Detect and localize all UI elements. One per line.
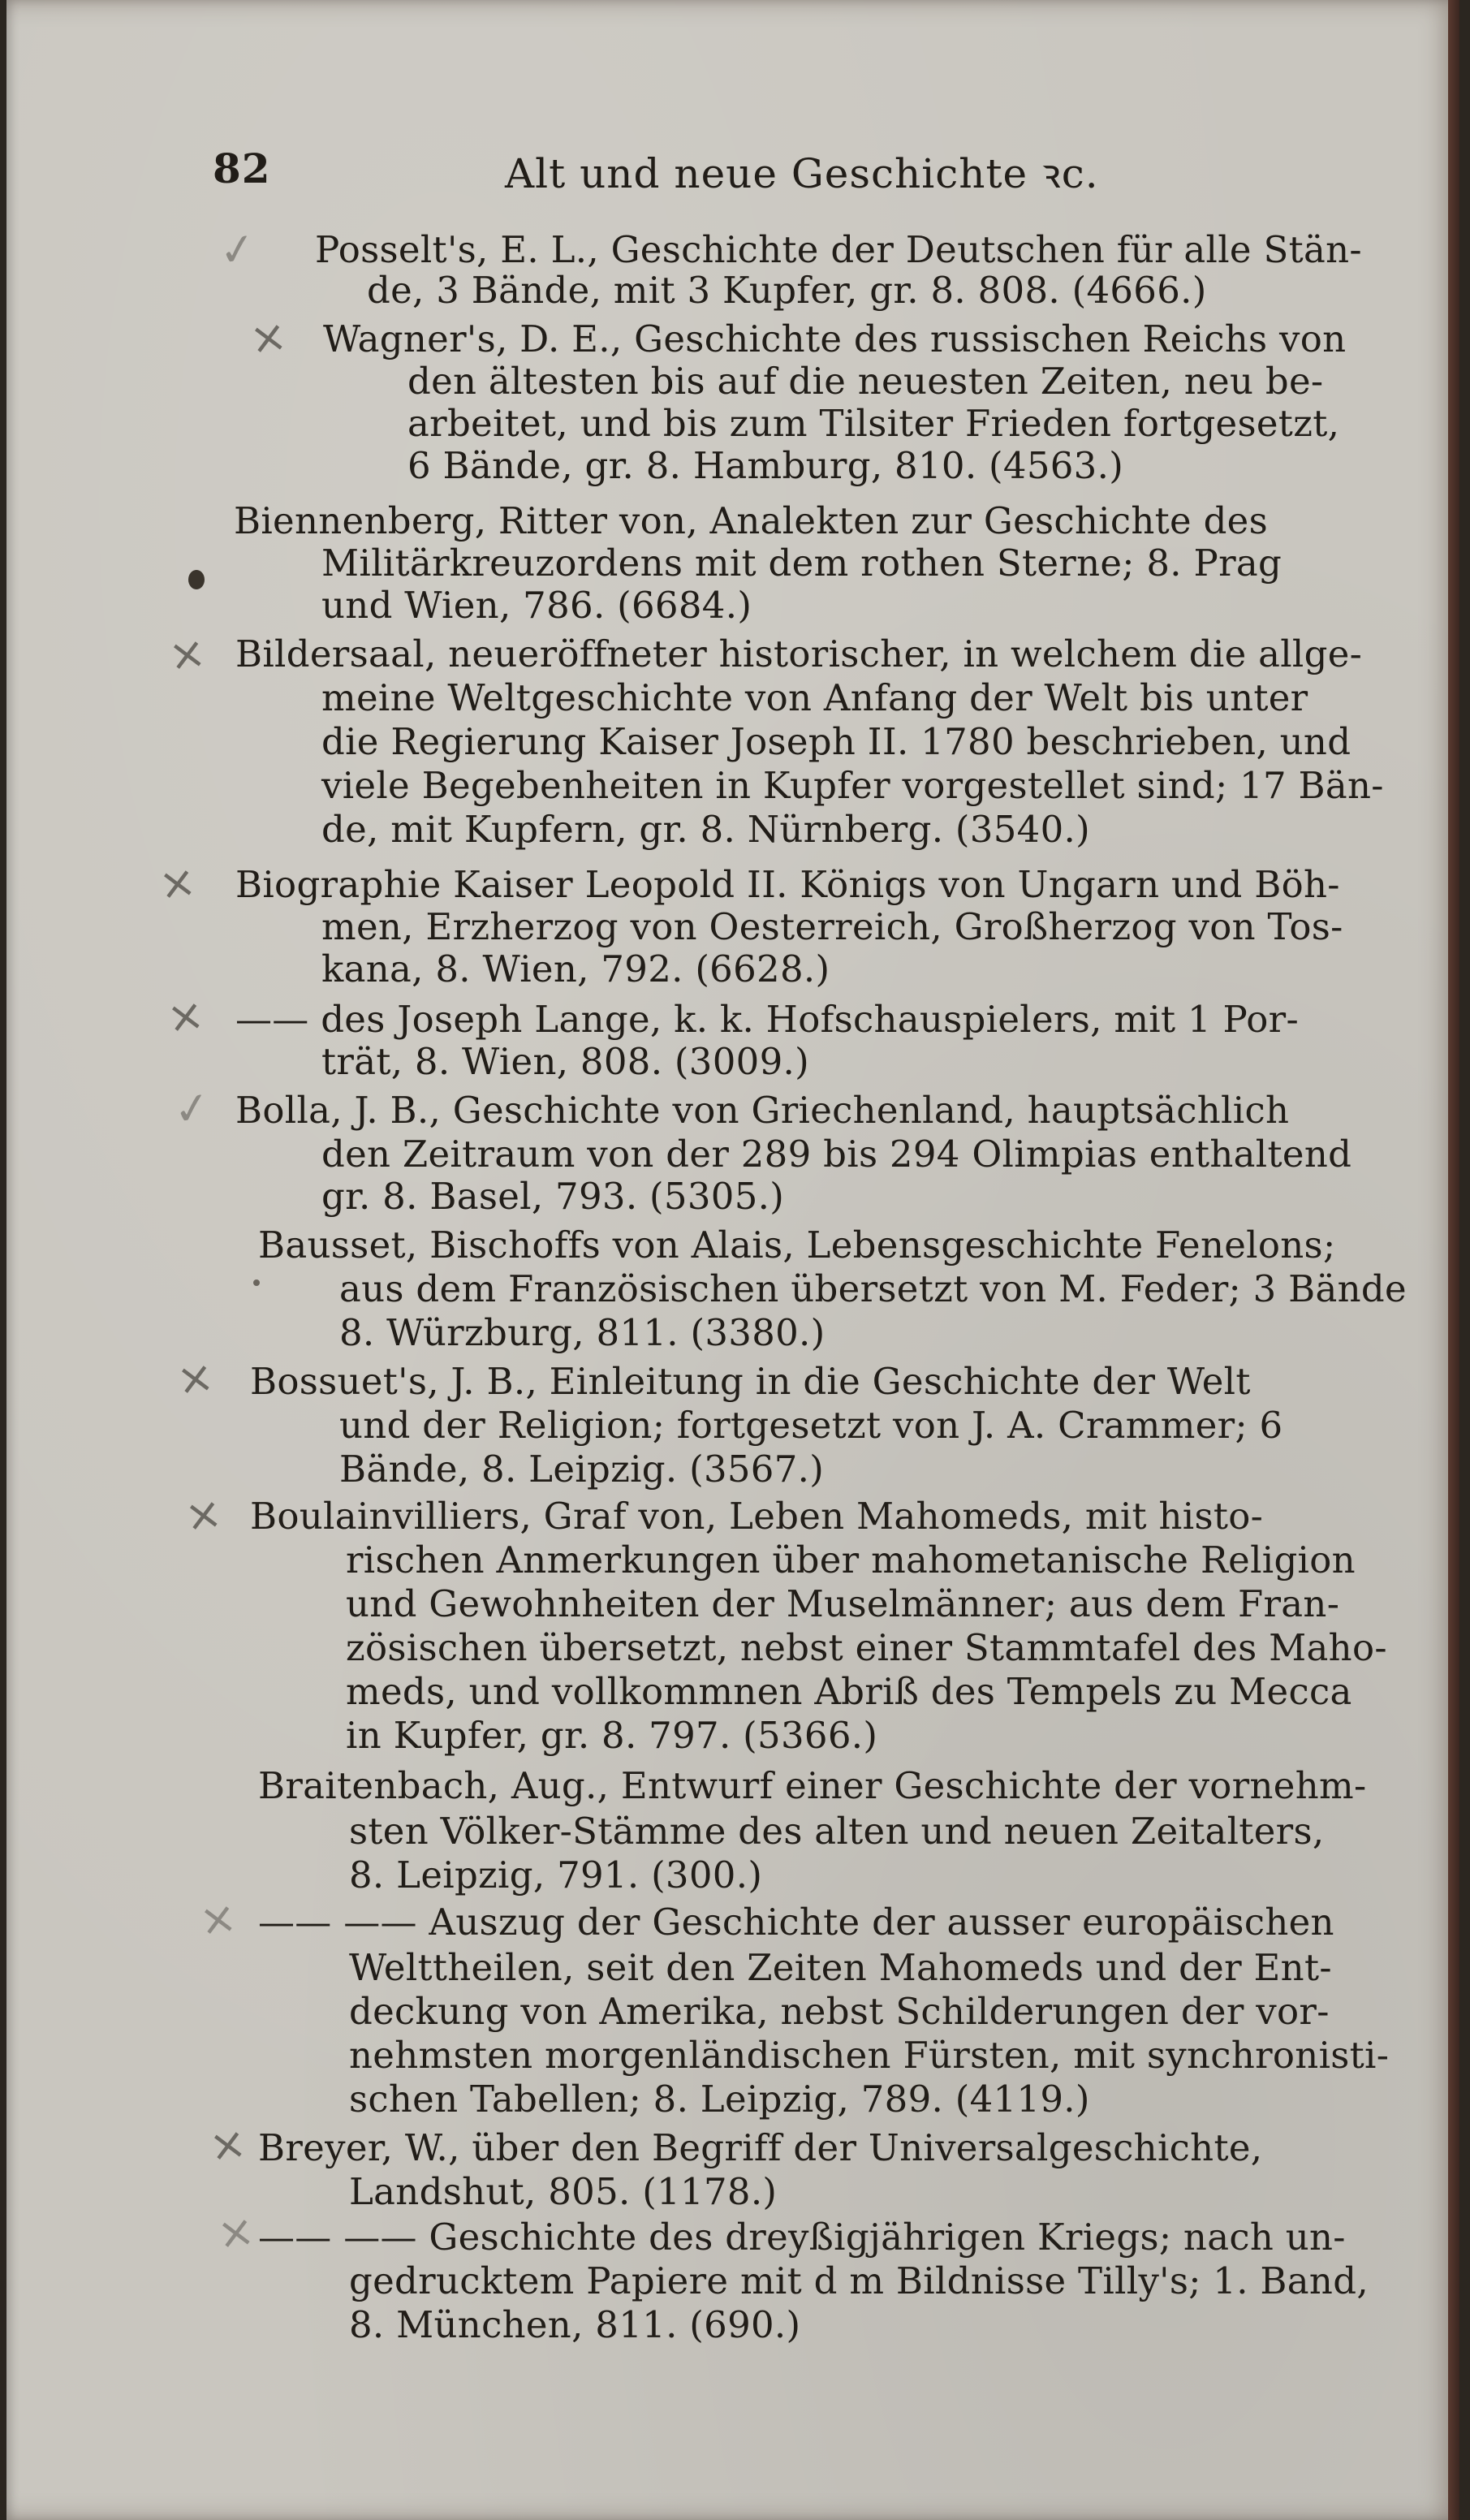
entry-line: meds, und vollkommnen Abriß des Tempels zu Mecca <box>346 1670 1352 1713</box>
entry-line: aus dem Französischen übersetzt von M. Feder; 3 Bände <box>339 1267 1407 1310</box>
cross-mark: × <box>155 855 200 911</box>
entry-line: 8. Würzburg, 811. (3380.) <box>339 1311 826 1354</box>
entry-line: men, Erzherzog von Oesterreich, Großherzog von Tos- <box>321 905 1343 948</box>
entry-line: und Gewohnheiten der Muselmänner; aus dem Fran- <box>346 1582 1340 1625</box>
entry-line: nehmsten morgenländischen Fürsten, mit synchronisti- <box>349 2034 1390 2077</box>
check-mark: ✓ <box>215 222 260 278</box>
entry-line: Welttheilen, seit den Zeiten Mahomeds und der Ent- <box>349 1946 1332 1989</box>
entry-line: und Wien, 786. (6684.) <box>321 584 752 627</box>
entry-line: de, 3 Bände, mit 3 Kupfer, gr. 8. 808. (4666.) <box>367 269 1207 312</box>
entry-line: die Regierung Kaiser Joseph II. 1780 beschrieben, und <box>321 720 1351 763</box>
cross-mark: × <box>205 2117 250 2173</box>
entry-line: kana, 8. Wien, 792. (6628.) <box>321 947 830 990</box>
entry-line: Landshut, 805. (1178.) <box>349 2170 778 2213</box>
entry-line: viele Begebenheiten in Kupfer vorgestellet sind; 17 Bän- <box>321 764 1384 807</box>
entry-line: Wagner's, D. E., Geschichte des russischen Reichs von <box>323 317 1347 360</box>
entry-line: meine Weltgeschichte von Anfang der Welt bis unter <box>321 676 1308 719</box>
cross-mark: × <box>165 626 209 682</box>
page-number: 82 <box>213 145 271 192</box>
entry-line: —— —— Geschichte des dreyßigjährigen Kriegs; nach un- <box>258 2216 1346 2259</box>
entry-line: Bossuet's, J. B., Einleitung in die Geschichte der Welt <box>250 1360 1251 1403</box>
entry-line: Bildersaal, neueröffneter historischer, in welchem die allge- <box>235 632 1363 675</box>
entry-line: schen Tabellen; 8. Leipzig, 789. (4119.) <box>349 2078 1090 2121</box>
entry-line: und der Religion; fortgesetzt von J. A. Crammer; 6 <box>339 1404 1283 1447</box>
entry-line: Breyer, W., über den Begriff der Universalgeschichte, <box>258 2126 1263 2169</box>
running-title: Alt und neue Geschichte ꝛc. <box>505 150 1099 197</box>
entry-line: Bausset, Bischoffs von Alais, Lebensgeschichte Fenelons; <box>258 1223 1336 1266</box>
entry-line: Braitenbach, Aug., Entwurf einer Geschichte der vornehm- <box>258 1764 1367 1807</box>
cross-mark: × <box>196 1891 240 1947</box>
page-header <box>213 145 1365 201</box>
entry-line: gr. 8. Basel, 793. (5305.) <box>321 1175 785 1218</box>
entry-line: arbeitet, und bis zum Tilsiter Frieden fortgesetzt, <box>407 402 1340 445</box>
entry-line: —— —— Auszug der Geschichte der ausser europäischen <box>258 1901 1334 1944</box>
entry-line: Boulainvilliers, Graf von, Leben Mahomeds, mit histo- <box>250 1495 1264 1538</box>
entry-line: Posselt's, E. L., Geschichte der Deutschen für alle Stän- <box>315 228 1362 271</box>
page-edge <box>1448 0 1459 2520</box>
entry-line: 6 Bände, gr. 8. Hamburg, 810. (4563.) <box>407 444 1124 487</box>
entry-line: Militärkreuzordens mit dem rothen Sterne; 8. Prag <box>321 542 1282 585</box>
ink-spot <box>253 1279 260 1286</box>
cross-mark: × <box>163 988 208 1044</box>
entry-line: Bolla, J. B., Geschichte von Griechenland, hauptsächlich <box>235 1089 1290 1132</box>
ink-spot <box>188 570 205 589</box>
entry-line: in Kupfer, gr. 8. 797. (5366.) <box>346 1714 878 1757</box>
entry-line: zösischen übersetzt, nebst einer Stammtafel des Maho- <box>346 1626 1387 1669</box>
entry-line: den ältesten bis auf die neuesten Zeiten, neu be- <box>407 360 1324 403</box>
entry-line: —— des Joseph Lange, k. k. Hofschauspielers, mit 1 Por- <box>235 998 1299 1041</box>
entry-line: 8. München, 811. (690.) <box>349 2303 801 2346</box>
check-mark: ✓ <box>170 1081 214 1137</box>
cross-mark: × <box>246 309 291 365</box>
entry-line: trät, 8. Wien, 808. (3009.) <box>321 1040 809 1083</box>
entry-line: gedrucktem Papiere mit d m Bildnisse Tilly's; 1. Band, <box>349 2259 1369 2302</box>
entry-line: sten Völker-Stämme des alten und neuen Zeitalters, <box>349 1810 1325 1853</box>
entry-line: rischen Anmerkungen über mahometanische Religion <box>346 1538 1356 1581</box>
cross-mark: × <box>181 1487 226 1543</box>
entry-line: de, mit Kupfern, gr. 8. Nürnberg. (3540.) <box>321 808 1090 851</box>
cross-mark: × <box>213 2204 258 2260</box>
entry-line: den Zeitraum von der 289 bis 294 Olimpias enthaltend <box>321 1133 1352 1176</box>
entry-line: 8. Leipzig, 791. (300.) <box>349 1853 763 1896</box>
entry-line: deckung von Amerika, nebst Schilderungen der vor- <box>349 1990 1330 2033</box>
entry-line: Biennenberg, Ritter von, Analekten zur Geschichte des <box>234 499 1269 542</box>
cross-mark: × <box>173 1350 218 1406</box>
entry-line: Biographie Kaiser Leopold II. Königs von Ungarn und Böh- <box>235 863 1340 906</box>
entry-line: Bände, 8. Leipzig. (3567.) <box>339 1448 825 1491</box>
